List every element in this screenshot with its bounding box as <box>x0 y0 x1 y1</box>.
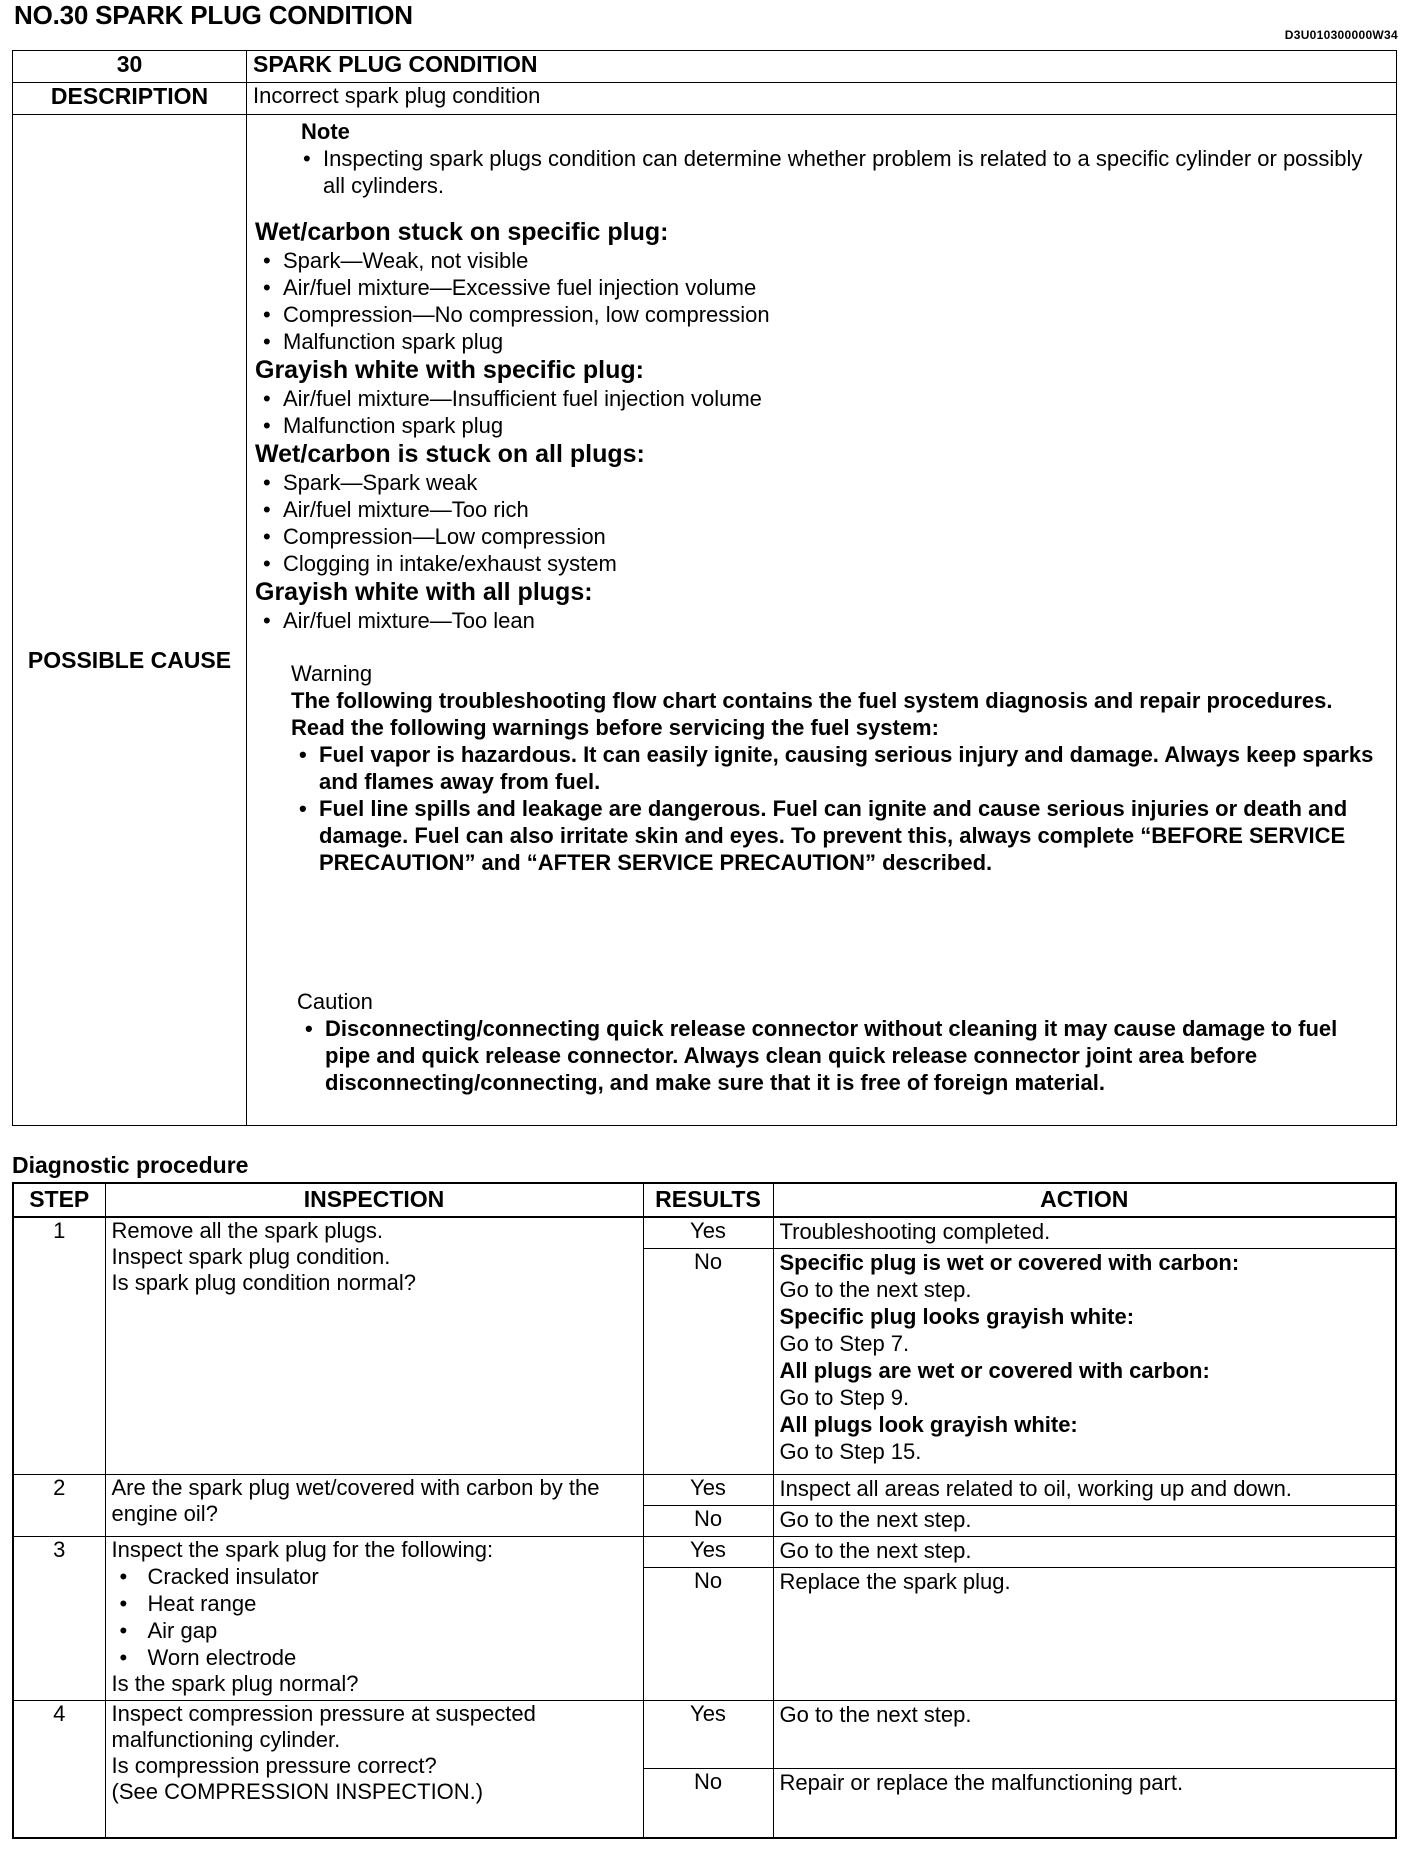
cause-heading: Wet/carbon is stuck on all plugs: <box>255 440 645 468</box>
cause-list <box>255 247 1388 355</box>
header-results: RESULTS <box>643 1183 773 1217</box>
symptom-number: 30 <box>13 51 247 83</box>
header-inspection: INSPECTION <box>105 1183 643 1217</box>
step-number: 3 <box>13 1537 105 1701</box>
cause-list <box>255 469 1388 577</box>
action-instruction: Go to Step 7. <box>779 1331 910 1357</box>
action-yes: Troubleshooting completed. <box>773 1217 1396 1249</box>
inspection-item: • Heat range <box>112 1590 637 1617</box>
action-instruction: Go to Step 15. <box>779 1439 922 1465</box>
note-item: • Inspecting spark plugs condition can determine whether problem is related to a specific cylinder or possibly all cylinders. <box>295 145 1388 199</box>
step-number: 2 <box>13 1475 105 1537</box>
header-action: ACTION <box>773 1183 1396 1217</box>
cause-heading: Grayish white with specific plug: <box>255 356 644 384</box>
warning-item: • Fuel vapor is hazardous. It can easily ignite, causing serious injury and damage. Always keep sparks and flames away from fuel. <box>291 741 1388 795</box>
action-instruction: Go to the next step. <box>779 1277 972 1303</box>
cause-item: • Compression—Low compression <box>255 523 1388 550</box>
cause-item: • Air/fuel mixture—Too lean <box>255 607 1388 634</box>
step-number: 1 <box>13 1217 105 1475</box>
inspection-line: Inspect compression pressure at suspected malfunctioning cylinder. <box>111 1701 536 1752</box>
diagnostic-title: Diagnostic procedure <box>12 1152 249 1178</box>
cause-item: • Air/fuel mixture—Excessive fuel injection volume <box>255 274 1388 301</box>
warning-list <box>291 741 1388 876</box>
cause-item: • Clogging in intake/exhaust system <box>255 550 1388 577</box>
result-yes: Yes <box>643 1701 773 1769</box>
inspection-item: • Worn electrode <box>112 1644 637 1671</box>
note-title: Note <box>301 119 350 144</box>
action-no: Go to the next step. <box>773 1506 1396 1537</box>
result-yes: Yes <box>643 1217 773 1249</box>
action-yes: Go to the next step. <box>773 1701 1396 1769</box>
description-label: DESCRIPTION <box>13 83 247 115</box>
action-condition: Specific plug looks grayish white: <box>779 1304 1135 1330</box>
inspection-line: Inspect the spark plug for the following: <box>111 1537 494 1562</box>
inspection-item: • Cracked insulator <box>112 1563 637 1590</box>
cause-item: • Compression—No compression, low compression <box>255 301 1388 328</box>
inspection-line: Is the spark plug normal? <box>111 1671 359 1696</box>
inspection-line: Inspect spark plug condition. <box>111 1244 391 1269</box>
cause-list <box>255 607 1388 634</box>
possible-cause-content <box>247 115 1397 1126</box>
step-inspection <box>105 1537 643 1701</box>
warning-item: • Fuel line spills and leakage are dangerous. Fuel can ignite and cause serious injuries or death and damage. Fuel can also irritate skin and eyes. To prevent this, always complete “BEFORE SERVICE PRECAUTION” and “AFTER SERVICE PRECAUTION” described. <box>291 795 1388 876</box>
result-no: No <box>643 1249 773 1475</box>
caution-list <box>297 1015 1388 1096</box>
inspection-line: Is compression pressure correct? <box>111 1753 437 1778</box>
action-no <box>773 1249 1396 1475</box>
cause-heading: Wet/carbon stuck on specific plug: <box>255 218 669 246</box>
step-number: 4 <box>13 1701 105 1839</box>
warning-block <box>291 660 1388 876</box>
description-text: Incorrect spark plug condition <box>247 83 1397 115</box>
result-no: No <box>643 1506 773 1537</box>
document-code: D3U010300000W34 <box>1284 28 1398 42</box>
action-no: Replace the spark plug. <box>773 1568 1396 1701</box>
step-inspection <box>105 1701 643 1839</box>
cause-item: • Malfunction spark plug <box>255 412 1388 439</box>
action-yes: Inspect all areas related to oil, working up and down. <box>773 1475 1396 1506</box>
symptom-name: SPARK PLUG CONDITION <box>247 51 1397 83</box>
inspection-list <box>112 1563 637 1671</box>
action-no: Repair or replace the malfunctioning part. <box>773 1769 1396 1838</box>
table-row <box>13 1537 1396 1568</box>
cause-item: • Spark—Spark weak <box>255 469 1388 496</box>
caution-item: • Disconnecting/connecting quick release connector without cleaning it may cause damage to fuel pipe and quick release connector. Always clean quick release connector joint area before disconnecting/connecting, and make sure that it is free of foreign material. <box>297 1015 1388 1096</box>
warning-title: Warning <box>291 661 373 686</box>
note-list <box>295 145 1388 199</box>
table-row <box>13 1475 1396 1506</box>
step-inspection <box>105 1217 643 1475</box>
caution-block <box>297 988 1388 1096</box>
action-instruction: Go to Step 9. <box>779 1385 910 1411</box>
cause-heading: Grayish white with all plugs: <box>255 578 593 606</box>
info-table <box>12 50 1397 1126</box>
cause-item: • Spark—Weak, not visible <box>255 247 1388 274</box>
result-yes: Yes <box>643 1475 773 1506</box>
inspection-line: Is spark plug condition normal? <box>111 1270 416 1295</box>
table-row <box>13 1701 1396 1769</box>
possible-cause-label: POSSIBLE CAUSE <box>13 115 247 1126</box>
action-condition: All plugs look grayish white: <box>779 1412 1078 1438</box>
action-yes: Go to the next step. <box>773 1537 1396 1568</box>
page-title: NO.30 SPARK PLUG CONDITION <box>14 0 413 30</box>
inspection-item: • Air gap <box>112 1617 637 1644</box>
inspection-line: (See COMPRESSION INSPECTION.) <box>111 1779 484 1804</box>
step-inspection: Are the spark plug wet/covered with carbon by the engine oil? <box>105 1475 643 1537</box>
cause-item: • Air/fuel mixture—Insufficient fuel injection volume <box>255 385 1388 412</box>
inspection-line: Remove all the spark plugs. <box>111 1218 383 1243</box>
cause-list <box>255 385 1388 439</box>
result-no: No <box>643 1568 773 1701</box>
cause-item: • Malfunction spark plug <box>255 328 1388 355</box>
action-condition: All plugs are wet or covered with carbon: <box>779 1358 1210 1384</box>
warning-intro: The following troubleshooting flow chart contains the fuel system diagnosis and repair procedures. Read the following warnings before servicing the fuel system: <box>291 688 1333 740</box>
header-step: STEP <box>13 1183 105 1217</box>
caution-title: Caution <box>297 989 373 1014</box>
table-row <box>13 1217 1396 1249</box>
diagnostic-table <box>12 1182 1397 1839</box>
result-yes: Yes <box>643 1537 773 1568</box>
action-condition: Specific plug is wet or covered with carbon: <box>779 1250 1240 1276</box>
result-no: No <box>643 1769 773 1838</box>
cause-item: • Air/fuel mixture—Too rich <box>255 496 1388 523</box>
